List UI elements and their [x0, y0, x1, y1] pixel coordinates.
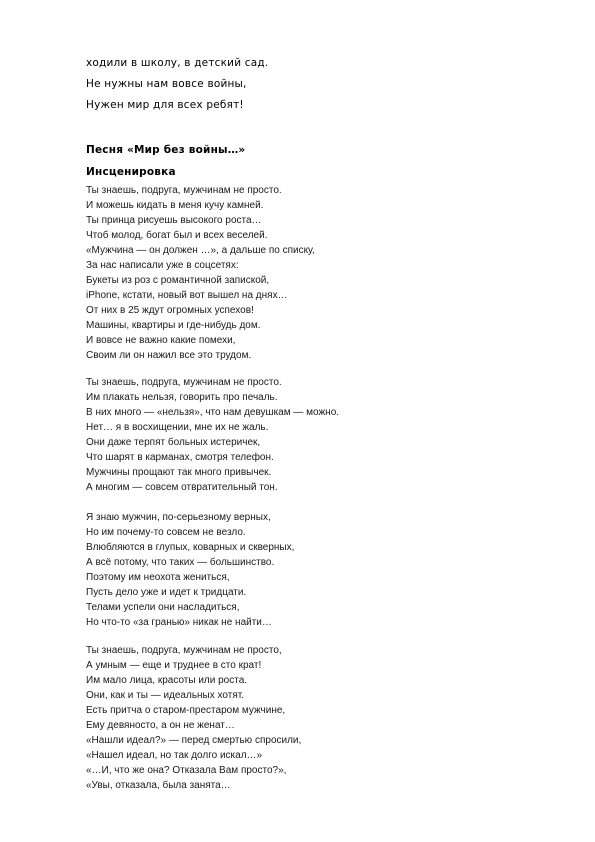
- verse-3: [86, 512, 294, 632]
- intro-verse: [86, 56, 268, 119]
- verse-line: Нет… я в восхищении, мне их не жаль.: [86, 422, 269, 433]
- verse-line: Ты знаешь, подруга, мужчинам не просто.: [86, 377, 282, 388]
- verse-line: От них в 25 ждут огромных успехов!: [86, 305, 254, 316]
- verse-2: [86, 377, 339, 497]
- verse-line: За нас написали уже в соцсетях:: [86, 260, 239, 271]
- verse-4: [86, 645, 301, 795]
- verse-line: Чтоб молод, богат был и всех веселей.: [86, 230, 268, 241]
- verse-line: Есть притча о старом-престаром мужчине,: [86, 705, 286, 716]
- verse-line: «Мужчина — он должен …», а дальше по списку,: [86, 245, 315, 256]
- verse-line: Поэтому им неохота жениться,: [86, 572, 230, 583]
- verse-line: А многим — совсем отвратительный тон.: [86, 482, 278, 493]
- verse-line: Телами успели они насладиться,: [86, 602, 240, 613]
- intro-line: ходили в школу, в детский сад.: [86, 57, 269, 69]
- verse-1: [86, 185, 315, 365]
- verse-line: Своим ли он нажил все это трудом.: [86, 350, 252, 361]
- verse-line: Они, как и ты — идеальных хотят.: [86, 690, 244, 701]
- verse-line: Влюбляются в глупых, коварных и скверных,: [86, 542, 295, 553]
- verse-line: Я знаю мужчин, по-серьезному верных,: [86, 512, 271, 523]
- verse-line: Что шарят в карманах, смотря телефон.: [86, 452, 274, 463]
- verse-line: Букеты из роз с романтичной запиской,: [86, 275, 270, 286]
- verse-line: И можешь кидать в меня кучу камней.: [86, 200, 264, 211]
- verse-line: «Нашел идеал, но так долго искал…»: [86, 750, 263, 761]
- verse-line: А всё потому, что таких — большинство.: [86, 557, 275, 568]
- verse-line: iPhone, кстати, новый вот вышел на днях…: [86, 290, 288, 301]
- verse-line: Им мало лица, красоты или роста.: [86, 675, 248, 686]
- verse-line: Ему девяносто, а он не женат…: [86, 720, 235, 731]
- verse-line: Ты знаешь, подруга, мужчинам не просто,: [86, 645, 282, 656]
- verse-line: Они даже терпят больных истеричек,: [86, 437, 261, 448]
- verse-line: И вовсе не важно какие помехи,: [86, 335, 236, 346]
- verse-line: Им плакать нельзя, говорить про печаль.: [86, 392, 278, 403]
- verse-line: Машины, квартиры и где-нибудь дом.: [86, 320, 261, 331]
- verse-line: Ты принца рисуешь высокого роста…: [86, 215, 262, 226]
- verse-line: «Нашли идеал?» — перед смертью спросили,: [86, 735, 302, 746]
- intro-line: Не нужны нам вовсе войны,: [86, 78, 247, 90]
- verse-line: Пусть дело уже и идет к тридцати.: [86, 587, 247, 598]
- section-title: Инсценировка: [86, 166, 176, 178]
- song-title: Песня «Мир без войны…»: [86, 144, 246, 156]
- verse-line: Мужчины прощают так много привычек.: [86, 467, 272, 478]
- verse-line: Но им почему-то совсем не везло.: [86, 527, 246, 538]
- verse-line: Ты знаешь, подруга, мужчинам не просто.: [86, 185, 282, 196]
- intro-line: Нужен мир для всех ребят!: [86, 99, 244, 111]
- verse-line: В них много — «нельзя», что нам девушкам — можно.: [86, 407, 340, 418]
- verse-line: Но что-то «за гранью» никак не найти…: [86, 617, 272, 628]
- verse-line: «Увы, отказала, была занята…: [86, 780, 231, 791]
- verse-line: А умным — еще и труднее в сто крат!: [86, 660, 262, 671]
- verse-line: «…И, что же она? Отказала Вам просто?»,: [86, 765, 287, 776]
